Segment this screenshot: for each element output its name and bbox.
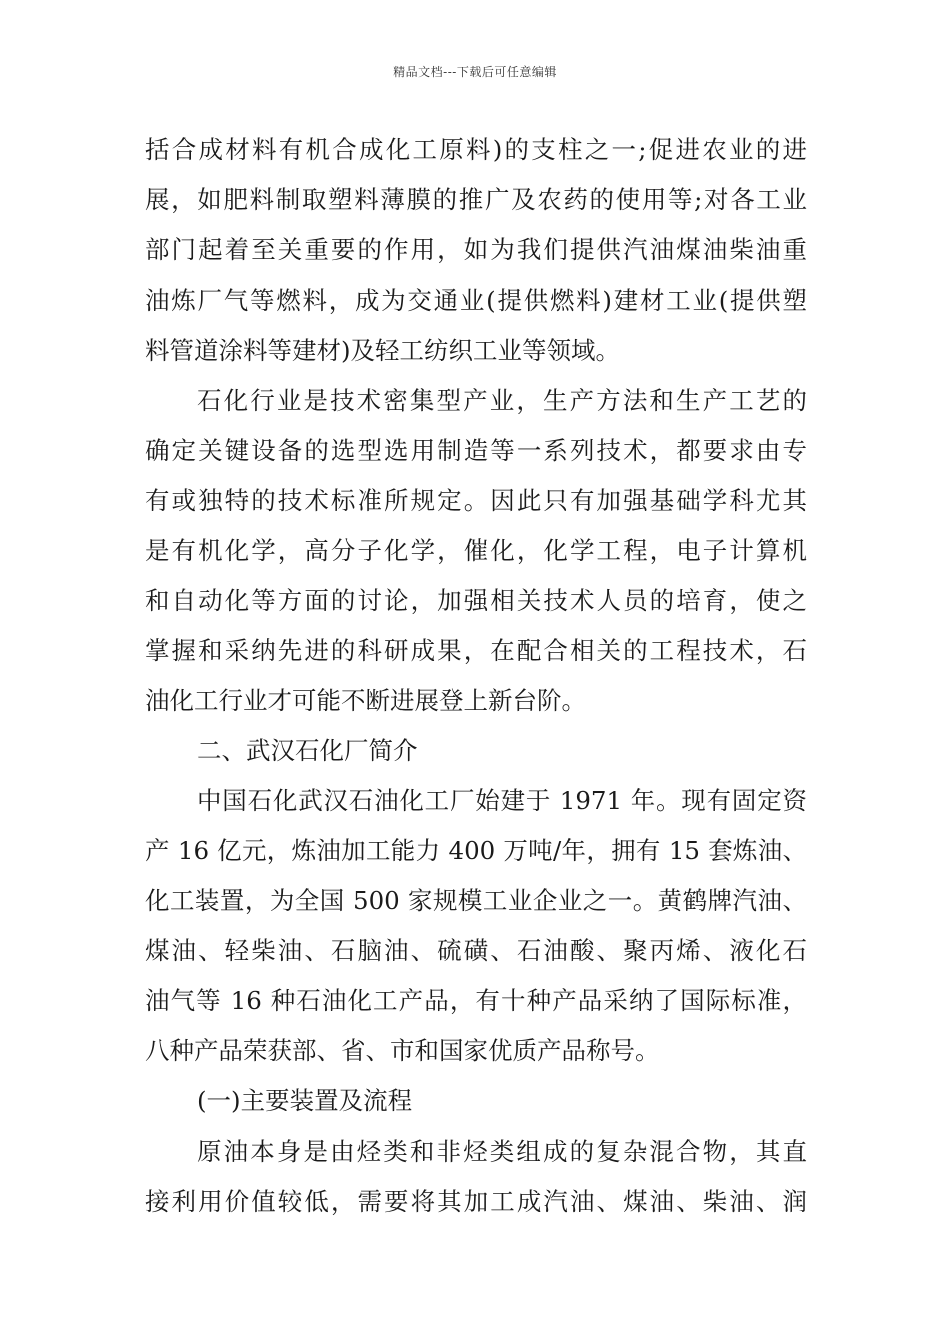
text-line: 括合成材料有机合成化工原料)的支柱之一;促进农业的进 <box>145 135 807 164</box>
text-line: 八种产品荣获部、省、市和国家优质产品称号。 <box>145 1036 660 1065</box>
text-line: 化工装置，为全国 500 家规模工业企业之一。黄鹤牌汽油、 <box>145 886 807 915</box>
text-line: 和自动化等方面的讨论，加强相关技术人员的培育，使之 <box>145 586 807 615</box>
text-line: 中国石化武汉石油化工厂始建于 1971 年。现有固定资 <box>197 786 807 815</box>
text-line: 原油本身是由烃类和非烃类组成的复杂混合物，其直 <box>197 1137 807 1166</box>
text-line: 产 16 亿元，炼油加工能力 400 万吨/年，拥有 15 套炼油、 <box>145 836 807 865</box>
text-line: 是有机化学，高分子化学，催化，化学工程，电子计算机 <box>145 536 807 565</box>
text-line: 料管道涂料等建材)及轻工纺织工业等领域。 <box>145 336 621 365</box>
text-line: 掌握和采纳先进的科研成果，在配合相关的工程技术，石 <box>145 636 807 665</box>
text-line: 接利用价值较低，需要将其加工成汽油、煤油、柴油、润 <box>145 1187 807 1216</box>
page-header: 精品文档---下载后可任意编辑 <box>393 65 557 79</box>
text-line: 确定关键设备的选型选用制造等一系列技术，都要求由专 <box>145 436 807 465</box>
text-line: 油气等 16 种石油化工产品，有十种产品采纳了国际标准， <box>145 986 807 1015</box>
text-line: 展，如肥料制取塑料薄膜的推广及农药的使用等;对各工业 <box>145 185 807 214</box>
text-line: 油化工行业才可能不断进展登上新台阶。 <box>145 686 586 715</box>
text-line: 石化行业是技术密集型产业，生产方法和生产工艺的 <box>197 386 807 415</box>
text-line: 煤油、轻柴油、石脑油、硫磺、石油酸、聚丙烯、液化石 <box>145 936 807 965</box>
text-line: 有或独特的技术标准所规定。因此只有加强基础学科尤其 <box>145 486 807 515</box>
subsection-heading: (一)主要装置及流程 <box>197 1086 413 1115</box>
section-heading: 二、武汉石化厂简介 <box>197 736 418 765</box>
text-line: 部门起着至关重要的作用，如为我们提供汽油煤油柴油重 <box>145 235 807 264</box>
text-line: 油炼厂气等燃料，成为交通业(提供燃料)建材工业(提供塑 <box>145 286 807 315</box>
